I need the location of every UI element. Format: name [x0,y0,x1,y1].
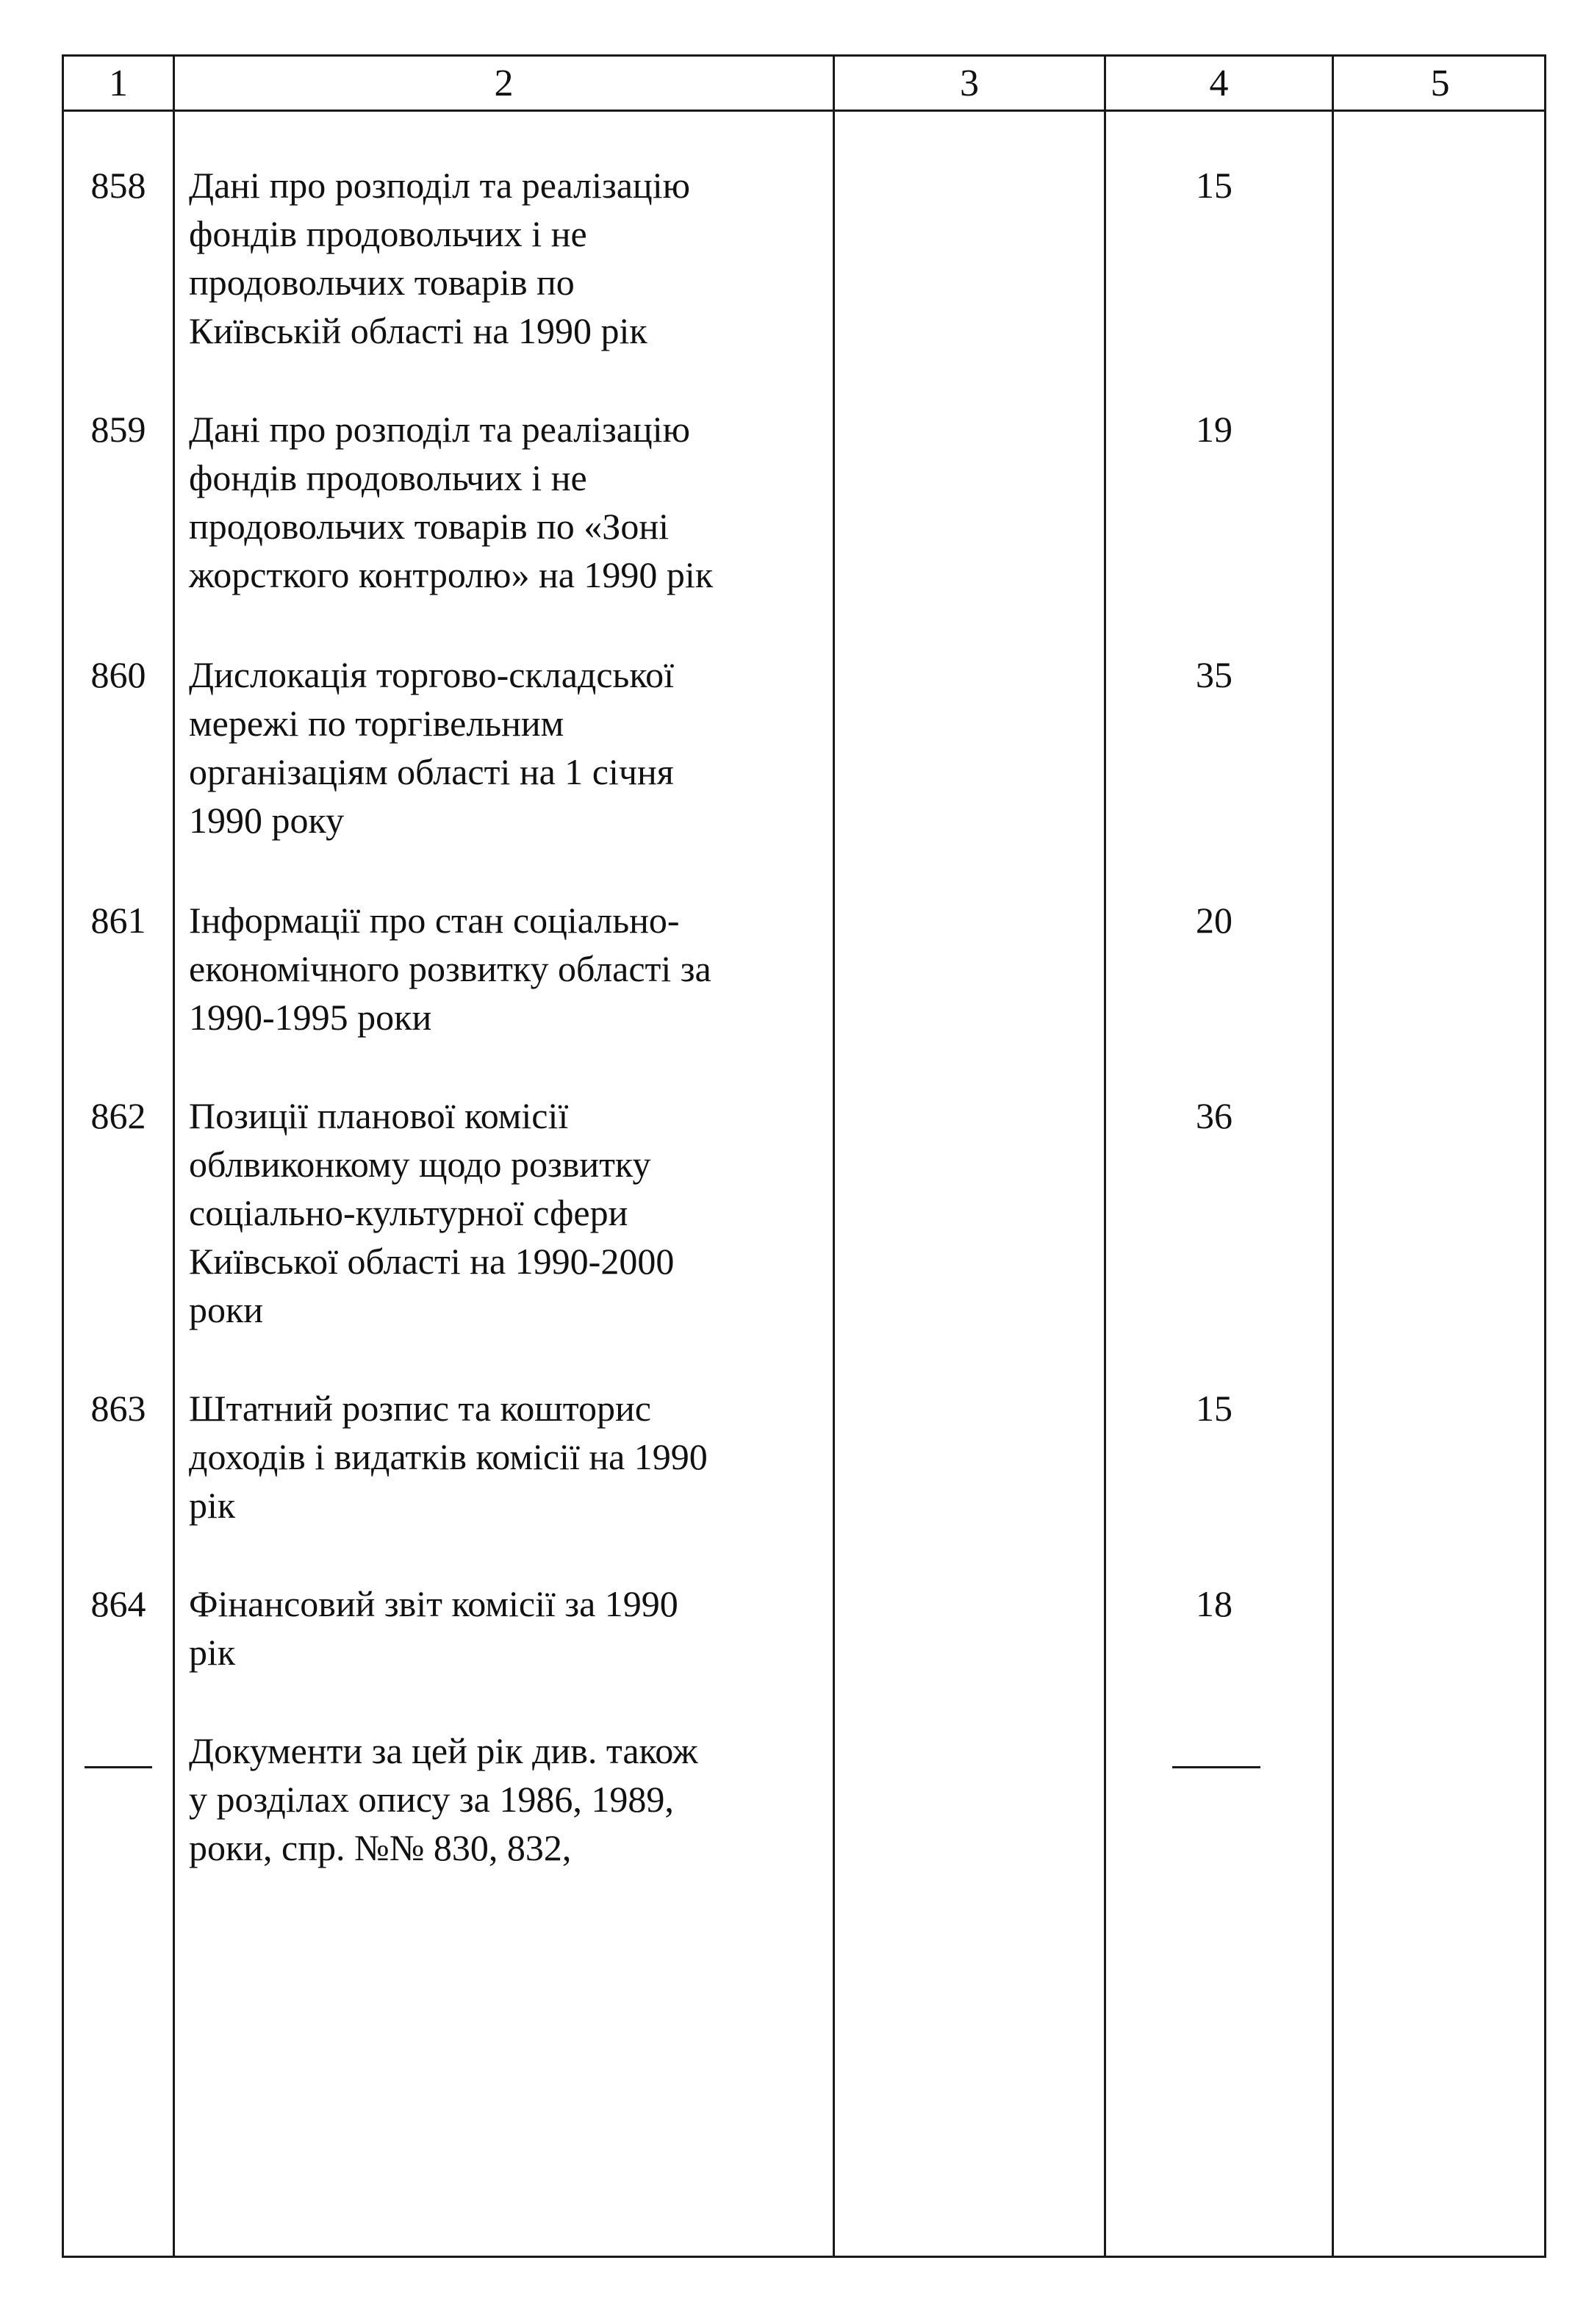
note-description: Документи за цей рік див. також у розділах опису за 1986, 1989, роки, спр. №№ 830, 832, [189,1730,698,1868]
file-number: 859 [90,409,146,450]
header-divider [64,110,1544,112]
archive-inventory-table [62,54,1546,2258]
file-description: Інформації про стан соціально- економічного розвитку області за 1990-1995 роки [189,900,711,1038]
sheet-count: 36 [1196,1095,1232,1136]
file-description: Позиції планової комісії облвиконкому щодо розвитку соціально-культурної сфери Київської області на 1990-2000 роки [189,1095,675,1330]
column-divider [1104,57,1106,2256]
column-header-4: 4 [1209,62,1229,104]
column-divider [1332,57,1334,2256]
column-divider [173,57,175,2256]
dash-placeholder [1172,1766,1260,1768]
file-number: 863 [90,1388,146,1429]
dash-placeholder [85,1766,152,1768]
file-description: Дані про розподіл та реалізацію фондів продовольчих і не продовольчих товарів по Київській області на 1990 рік [189,165,690,351]
sheet-count: 35 [1196,654,1232,695]
file-description: Дислокація торгово-складської мережі по торгівельним організаціям області на 1 січня 1990 року [189,654,674,841]
sheet-count: 15 [1196,165,1232,206]
sheet-count: 19 [1196,409,1232,450]
column-header-2: 2 [494,62,514,104]
column-header-1: 1 [109,62,128,104]
file-number: 864 [90,1583,146,1624]
file-description: Фінансовий звіт комісії за 1990 рік [189,1583,678,1673]
column-header-3: 3 [960,62,979,104]
file-number: 860 [90,654,146,695]
sheet-count: 15 [1196,1388,1232,1429]
sheet-count: 18 [1196,1583,1232,1624]
file-number: 861 [90,900,146,941]
file-number: 862 [90,1095,146,1136]
file-description: Штатний розпис та кошторис доходів і видатків комісії на 1990 рік [189,1388,708,1526]
sheet-count: 20 [1196,900,1232,941]
file-number: 858 [90,165,146,206]
column-header-5: 5 [1430,62,1450,104]
file-description: Дані про розподіл та реалізацію фондів продовольчих і не продовольчих товарів по «Зоні жорсткого контролю» на 1990 рік [189,409,714,595]
